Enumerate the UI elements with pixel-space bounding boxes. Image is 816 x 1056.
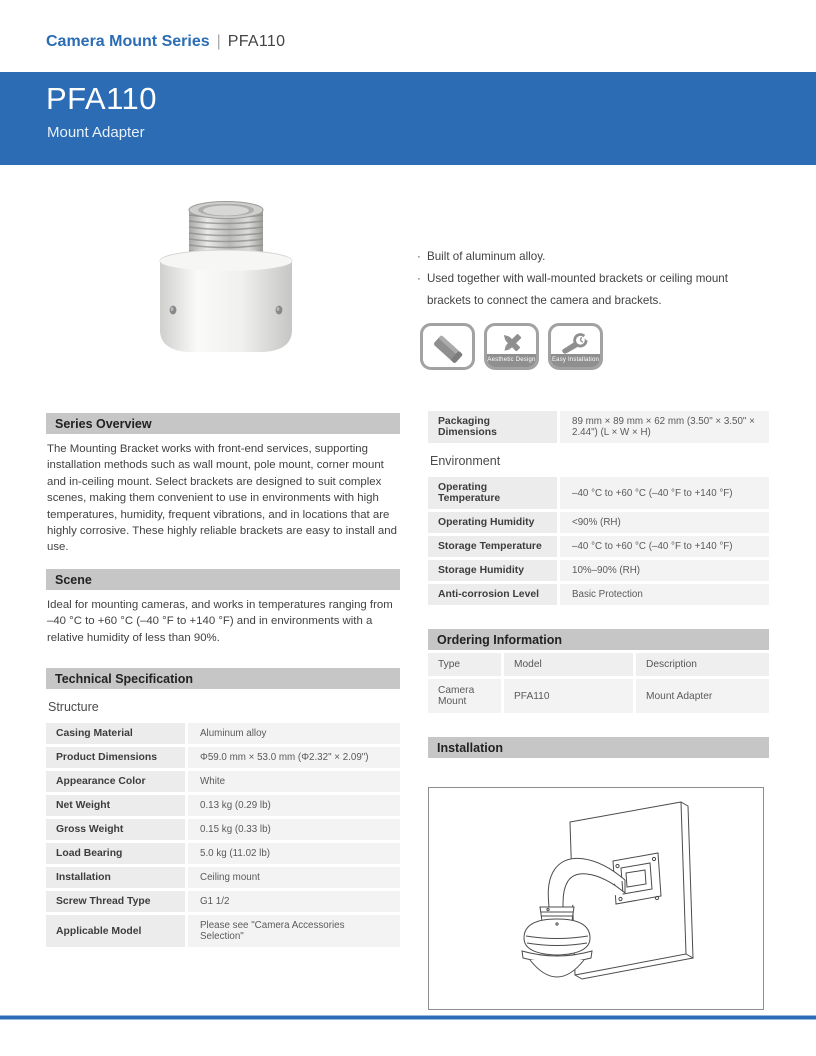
feature-bullet-text: Used together with wall-mounted brackets or ceiling mount brackets to connect the camera and brackets. xyxy=(427,272,728,307)
spec-value: Please see "Camera Accessories Selection" xyxy=(188,915,400,947)
spec-label: Appearance Color xyxy=(46,771,185,792)
table-row xyxy=(428,560,769,581)
spec-value: 89 mm × 89 mm × 62 mm (3.50" × 3.50" × 2.44") (L × W × H) xyxy=(560,411,769,443)
spec-label: Installation xyxy=(46,867,185,888)
spec-value: Basic Protection xyxy=(560,584,769,605)
ordering-header-row xyxy=(428,653,769,676)
feature-list xyxy=(417,246,773,370)
spec-value: G1 1/2 xyxy=(188,891,400,912)
spec-label: Gross Weight xyxy=(46,819,185,840)
feature-bullet xyxy=(417,246,773,268)
section-header-scene: Scene xyxy=(46,569,400,590)
spec-label: Casing Material xyxy=(46,723,185,744)
right-column xyxy=(428,411,769,1010)
table-row xyxy=(46,819,400,840)
installation-figure-frame xyxy=(428,787,764,1010)
section-header-series-overview: Series Overview xyxy=(46,413,400,434)
spec-value: Ceiling mount xyxy=(188,867,400,888)
spec-label: Screw Thread Type xyxy=(46,891,185,912)
spec-value: <90% (RH) xyxy=(560,512,769,533)
table-row xyxy=(46,795,400,816)
badge-aluminum-alloy xyxy=(420,323,475,370)
badge-label: Aesthetic Design xyxy=(487,354,536,367)
doc-header xyxy=(46,33,285,51)
badge-easy-installation xyxy=(548,323,603,370)
table-row xyxy=(428,584,769,605)
spec-value: –40 °C to +60 °C (–40 °F to +140 °F) xyxy=(560,536,769,557)
table-row xyxy=(46,891,400,912)
spec-value: 0.15 kg (0.33 lb) xyxy=(188,819,400,840)
product-subtitle: Mount Adapter xyxy=(47,124,145,141)
series-overview-text: The Mounting Bracket works with front-end services, supporting installation methods such as wall mount, pole mount, corner mount and in-ceiling mount. Select brackets are designed to suit complex scenes, making them convenient to use in environments with high temperatures, humidity, frequent vibrations, and in locations that are highly corrosive. These highly reliable brackets are easy to install and use. xyxy=(47,443,397,554)
scene-text: Ideal for mounting cameras, and works in temperatures ranging from –40 °C to +60 °C (–40 °F to +140 °F) and in environments with a relative humidity of less than 90%. xyxy=(47,598,393,644)
header-separator: | xyxy=(216,33,221,50)
order-type: Camera Mount xyxy=(428,679,501,713)
spec-value: –40 °C to +60 °C (–40 °F to +140 °F) xyxy=(560,477,769,509)
spec-label: Product Dimensions xyxy=(46,747,185,768)
column-header-description: Description xyxy=(636,653,769,676)
section-header-installation: Installation xyxy=(428,737,769,758)
aluminum-alloy-bar-icon xyxy=(431,333,465,367)
section-header-technical-specification: Technical Specification xyxy=(46,668,400,689)
spec-label: Applicable Model xyxy=(46,915,185,947)
spec-label: Net Weight xyxy=(46,795,185,816)
spec-label: Load Bearing xyxy=(46,843,185,864)
spec-value: Φ59.0 mm × 53.0 mm (Φ2.32" × 2.09") xyxy=(188,747,400,768)
spec-value: 0.13 kg (0.29 lb) xyxy=(188,795,400,816)
spec-label: Anti-corrosion Level xyxy=(428,584,557,605)
environment-table xyxy=(428,477,769,605)
column-header-model: Model xyxy=(504,653,633,676)
title-banner xyxy=(0,72,816,165)
bullet-marker: · xyxy=(417,272,421,285)
table-row xyxy=(428,679,769,713)
left-column xyxy=(46,413,400,950)
spec-value: 5.0 kg (11.02 lb) xyxy=(188,843,400,864)
footer-rule xyxy=(0,1015,816,1020)
series-name: Camera Mount Series xyxy=(46,33,210,50)
table-row xyxy=(46,915,400,947)
table-row xyxy=(428,477,769,509)
spec-label: Operating Temperature xyxy=(428,477,557,509)
badge-label: Easy Installation xyxy=(551,354,600,367)
subheader-environment: Environment xyxy=(430,454,501,468)
product-photo xyxy=(152,198,300,360)
structure-table xyxy=(46,723,400,947)
spec-label: Storage Humidity xyxy=(428,560,557,581)
order-model: PFA110 xyxy=(504,679,633,713)
packaging-table xyxy=(428,411,769,443)
feature-bullet-text: Built of aluminum alloy. xyxy=(427,250,546,263)
section-header-ordering-information: Ordering Information xyxy=(428,629,769,650)
spec-label: Operating Humidity xyxy=(428,512,557,533)
table-row xyxy=(46,867,400,888)
table-row xyxy=(428,512,769,533)
table-row xyxy=(428,536,769,557)
order-description: Mount Adapter xyxy=(636,679,769,713)
feature-badges xyxy=(420,323,773,370)
spec-value: White xyxy=(188,771,400,792)
table-row xyxy=(46,771,400,792)
table-row xyxy=(46,843,400,864)
table-row xyxy=(46,747,400,768)
spec-value: 10%–90% (RH) xyxy=(560,560,769,581)
column-header-type: Type xyxy=(428,653,501,676)
spec-label: Packaging Dimensions xyxy=(428,411,557,443)
ordering-table xyxy=(428,653,769,713)
product-title: PFA110 xyxy=(46,81,158,116)
feature-bullet xyxy=(417,268,773,312)
bullet-marker: · xyxy=(417,250,421,263)
spec-label: Storage Temperature xyxy=(428,536,557,557)
table-row xyxy=(46,723,400,744)
header-model: PFA110 xyxy=(227,33,286,50)
badge-aesthetic-design xyxy=(484,323,539,370)
subheader-structure: Structure xyxy=(48,700,99,715)
dome-camera-wall-mount-drawing xyxy=(429,788,763,1009)
table-row xyxy=(428,411,769,443)
spec-value: Aluminum alloy xyxy=(188,723,400,744)
mount-adapter-photo xyxy=(152,198,300,360)
